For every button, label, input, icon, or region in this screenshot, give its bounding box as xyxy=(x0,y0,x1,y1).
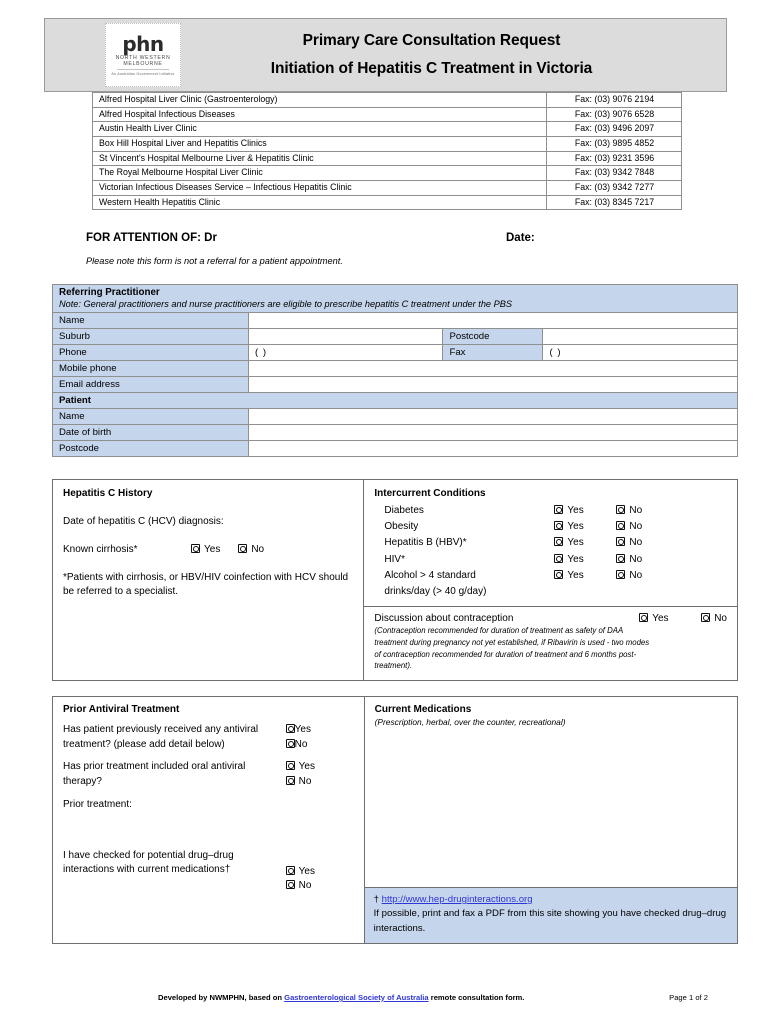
table-row xyxy=(93,122,682,137)
table-row xyxy=(93,181,682,196)
condition-no-option[interactable] xyxy=(616,568,676,584)
option-label: No xyxy=(298,880,312,891)
condition-yes-option[interactable] xyxy=(554,535,616,551)
input-practitioner-mobile[interactable] xyxy=(249,360,738,376)
header-title-group xyxy=(181,19,726,91)
input-patient-name[interactable] xyxy=(249,409,738,425)
drug-interaction-yes[interactable] xyxy=(286,865,354,880)
checkbox-icon[interactable] xyxy=(554,554,563,563)
condition-no-option[interactable] xyxy=(616,503,676,519)
fax-area-code-prefix: ( ) xyxy=(549,346,562,358)
prior-antiviral-q2: Has prior treatment included oral antiviral therapy? xyxy=(63,761,246,787)
intercurrent-conditions-title: Intercurrent Conditions xyxy=(374,488,486,499)
known-cirrhosis-row xyxy=(63,544,353,555)
prior-antiviral-q1-row xyxy=(63,723,354,752)
option-label: No xyxy=(294,738,308,750)
logo-tagline: An Australian Government Initiative xyxy=(111,71,175,76)
phn-logo xyxy=(105,23,181,87)
contraception-question-row xyxy=(374,613,727,624)
condition-no-option[interactable] xyxy=(616,519,676,535)
current-medications-title: Current Medications xyxy=(374,704,472,715)
page-number: Page 1 of 2 xyxy=(669,993,708,1002)
known-cirrhosis-label: Known cirrhosis* xyxy=(63,543,138,555)
logo-divider xyxy=(117,69,169,70)
table-row xyxy=(93,137,682,152)
option-label: Yes xyxy=(298,865,315,877)
clinic-fax: Fax: (03) 9342 7848 xyxy=(547,166,682,181)
contraception-no-option[interactable] xyxy=(701,613,727,624)
attention-label: FOR ATTENTION OF: Dr xyxy=(86,232,217,244)
footer-credit xyxy=(158,993,524,1002)
referring-practitioner-header-row xyxy=(53,285,738,313)
input-practitioner-phone[interactable] xyxy=(249,344,443,360)
footer-text-before: Developed by NWMPHN, based on xyxy=(158,993,285,1002)
option-label: Yes xyxy=(298,761,315,772)
checkbox-icon[interactable] xyxy=(554,570,563,579)
option-label: Yes xyxy=(204,543,221,555)
prior-antiviral-q2-no[interactable] xyxy=(286,775,354,790)
table-row xyxy=(93,166,682,181)
contraception-yes-option[interactable] xyxy=(639,613,701,624)
prior-antiviral-panel xyxy=(53,697,365,944)
page-title: Primary Care Consultation Request xyxy=(302,32,561,49)
table-row xyxy=(53,328,738,344)
contraception-question: Discussion about contraception xyxy=(374,613,514,625)
condition-yes-option[interactable] xyxy=(554,552,616,568)
option-label: Yes xyxy=(652,613,669,625)
clinic-name: Alfred Hospital Liver Clinic (Gastroenterology) xyxy=(93,93,547,108)
prior-antiviral-q3: I have checked for potential drug–drug interactions with current medications† xyxy=(63,849,234,875)
clinic-fax: Fax: (03) 9076 2194 xyxy=(547,93,682,108)
option-label: No xyxy=(251,543,265,555)
clinic-name: The Royal Melbourne Hospital Liver Clinic xyxy=(93,166,547,181)
table-row xyxy=(53,360,738,376)
clinic-fax: Fax: (03) 9076 6528 xyxy=(547,107,682,122)
hepatitis-history-panel xyxy=(53,480,364,681)
cirrhosis-yes-option[interactable] xyxy=(191,544,220,555)
input-practitioner-postcode[interactable] xyxy=(543,328,738,344)
clinic-fax-table xyxy=(92,92,682,210)
checkbox-icon[interactable] xyxy=(286,866,295,875)
clinic-name: Box Hill Hospital Liver and Hepatitis Clinics xyxy=(93,137,547,152)
hcv-diagnosis-date-label: Date of hepatitis C (HCV) diagnosis: xyxy=(63,516,224,527)
hep-druginteractions-link[interactable]: http://www.hep-druginteractions.org xyxy=(381,894,533,905)
drug-interaction-link-note: If possible, print and fax a PDF from this site showing you have checked drug–drug interactions. xyxy=(373,908,727,934)
checkbox-icon[interactable] xyxy=(639,613,648,622)
dagger-symbol: † xyxy=(373,894,379,905)
option-label: Yes xyxy=(567,521,584,533)
checkbox-icon[interactable] xyxy=(616,554,625,563)
table-row xyxy=(93,151,682,166)
label-practitioner-fax: Fax xyxy=(443,344,543,360)
table-row xyxy=(53,425,738,441)
checkbox-icon[interactable] xyxy=(616,570,625,579)
checkbox-icon[interactable] xyxy=(286,776,295,785)
clinic-name: Alfred Hospital Infectious Diseases xyxy=(93,107,547,122)
checkbox-icon[interactable] xyxy=(554,505,563,514)
checkbox-icon[interactable] xyxy=(554,521,563,530)
option-label: Yes xyxy=(294,724,311,735)
option-label: No xyxy=(629,505,643,516)
prior-antiviral-q3-row xyxy=(63,849,354,894)
current-medications-subtitle: (Prescription, herbal, over the counter, recreational) xyxy=(374,717,566,727)
intercurrent-conditions-panel xyxy=(364,480,738,607)
checkbox-icon[interactable] xyxy=(616,521,625,530)
prior-antiviral-q1-yes[interactable] xyxy=(286,723,354,738)
condition-yes-option[interactable] xyxy=(554,568,616,584)
referring-practitioner-title: Referring Practitioner xyxy=(59,287,160,298)
logo-brand-text: phn xyxy=(122,31,164,56)
option-label: Yes xyxy=(567,569,584,581)
condition-row xyxy=(374,568,727,584)
option-label: Yes xyxy=(567,553,584,565)
label-practitioner-postcode: Postcode xyxy=(443,328,543,344)
checkbox-icon[interactable] xyxy=(616,505,625,514)
patient-section-title: Patient xyxy=(53,393,738,409)
footer-text-after: remote consultation form. xyxy=(428,993,525,1002)
drug-interaction-link-box xyxy=(365,887,737,943)
patient-header-row xyxy=(53,393,738,409)
prior-antiviral-q2-row xyxy=(63,760,354,789)
attention-row xyxy=(86,232,706,244)
logo-region-line1: NORTH WESTERN xyxy=(115,54,171,61)
option-label: No xyxy=(629,569,643,581)
condition-label: Obesity xyxy=(384,521,419,533)
input-patient-dob[interactable] xyxy=(249,425,738,441)
condition-label: Hepatitis B (HBV)* xyxy=(384,537,467,549)
input-practitioner-name[interactable] xyxy=(249,312,738,328)
condition-row xyxy=(374,535,727,551)
table-row xyxy=(53,376,738,392)
logo-region-line2: MELBOURNE xyxy=(123,60,163,67)
table-row xyxy=(53,344,738,360)
referring-practitioner-note: Note: General practitioners and nurse practitioners are eligible to prescribe hepatitis C treatment under the PBS xyxy=(59,299,512,310)
condition-yes-option[interactable] xyxy=(554,519,616,535)
option-label: No xyxy=(629,521,643,533)
label-practitioner-phone: Phone xyxy=(53,344,249,360)
option-label: Yes xyxy=(567,537,584,549)
practitioner-patient-table xyxy=(52,284,738,457)
checkbox-icon[interactable] xyxy=(616,537,625,546)
checkbox-icon[interactable] xyxy=(701,613,710,622)
clinic-fax: Fax: (03) 9496 2097 xyxy=(547,122,682,137)
checkbox-icon[interactable] xyxy=(286,739,295,748)
condition-no-option[interactable] xyxy=(616,552,676,568)
condition-label: HIV* xyxy=(384,553,405,565)
clinic-name: Victorian Infectious Diseases Service – Infectious Hepatitis Clinic xyxy=(93,181,547,196)
prior-treatment-detail-label: Prior treatment: xyxy=(63,799,132,810)
prior-antiviral-title: Prior Antiviral Treatment xyxy=(63,704,180,715)
checkbox-icon[interactable] xyxy=(238,544,247,553)
label-practitioner-name: Name xyxy=(53,312,249,328)
date-label: Date: xyxy=(506,232,535,244)
condition-no-option[interactable] xyxy=(616,535,676,551)
condition-label: Alcohol > 4 standard xyxy=(384,569,476,581)
condition-row xyxy=(374,503,727,519)
checkbox-icon[interactable] xyxy=(286,880,295,889)
checkbox-icon[interactable] xyxy=(286,761,295,770)
contraception-panel xyxy=(364,607,738,681)
clinic-fax: Fax: (03) 8345 7217 xyxy=(547,195,682,210)
label-practitioner-email: Email address xyxy=(53,376,249,392)
table-row xyxy=(93,195,682,210)
option-label: No xyxy=(629,537,643,549)
input-practitioner-suburb[interactable] xyxy=(249,328,443,344)
drug-interaction-no[interactable] xyxy=(286,879,354,894)
option-label: No xyxy=(629,553,643,565)
clinic-name: Western Health Hepatitis Clinic xyxy=(93,195,547,210)
input-practitioner-fax[interactable] xyxy=(543,344,738,360)
condition-row xyxy=(374,519,727,535)
label-patient-dob: Date of birth xyxy=(53,425,249,441)
table-row xyxy=(53,441,738,457)
current-medications-panel xyxy=(364,697,737,944)
table-row xyxy=(53,312,738,328)
input-patient-postcode[interactable] xyxy=(249,441,738,457)
label-practitioner-mobile: Mobile phone xyxy=(53,360,249,376)
condition-label: Diabetes xyxy=(384,505,424,516)
label-patient-name: Name xyxy=(53,409,249,425)
prior-antiviral-q2-yes[interactable] xyxy=(286,760,354,775)
prior-antiviral-q1: Has patient previously received any antiviral treatment? (please add detail below) xyxy=(63,724,259,750)
clinic-name: Austin Health Liver Clinic xyxy=(93,122,547,137)
history-conditions-section xyxy=(52,479,738,681)
prior-antiviral-q1-no[interactable] xyxy=(286,738,354,753)
clinic-fax: Fax: (03) 9342 7277 xyxy=(547,181,682,196)
alcohol-continuation-label: drinks/day (> 40 g/day) xyxy=(384,585,487,597)
prior-treatment-detail-input[interactable] xyxy=(63,813,354,849)
cirrhosis-footnote: *Patients with cirrhosis, or HBV/HIV coinfection with HCV should be referred to a specialist. xyxy=(63,571,349,597)
clinic-name: St Vincent's Hospital Melbourne Liver & Hepatitis Clinic xyxy=(93,151,547,166)
table-row xyxy=(93,107,682,122)
condition-yes-option[interactable] xyxy=(554,503,616,519)
label-patient-postcode: Postcode xyxy=(53,441,249,457)
gesa-link[interactable]: Gastroenterological Society of Australia xyxy=(284,993,429,1002)
input-practitioner-email[interactable] xyxy=(249,376,738,392)
clinic-fax: Fax: (03) 9895 4852 xyxy=(547,137,682,152)
page-subtitle: Initiation of Hepatitis C Treatment in Victoria xyxy=(270,60,593,77)
hepatitis-history-title: Hepatitis C History xyxy=(63,488,153,499)
referring-practitioner-header xyxy=(53,285,738,313)
contraception-note: (Contraception recommended for duration of treatment as safety of DAA treatment during pregnancy not yet established, if Ribavirin is used - two modes of contraception recommended for duration of treatment and 6 months post-treatment). xyxy=(374,626,650,671)
condition-row xyxy=(374,552,727,568)
attention-note: Please note this form is not a referral for a patient appointment. xyxy=(86,256,343,266)
option-label: No xyxy=(298,775,312,787)
current-medications-input[interactable] xyxy=(375,729,727,887)
checkbox-icon[interactable] xyxy=(554,537,563,546)
table-row xyxy=(53,409,738,425)
phone-area-code-prefix: ( ) xyxy=(255,346,268,358)
document-header xyxy=(44,18,727,92)
checkbox-icon[interactable] xyxy=(191,544,200,553)
checkbox-icon[interactable] xyxy=(286,724,295,733)
option-label: No xyxy=(714,613,727,625)
option-label: Yes xyxy=(567,505,584,516)
cirrhosis-no-option[interactable] xyxy=(238,544,264,555)
table-row xyxy=(93,93,682,108)
clinic-fax: Fax: (03) 9231 3596 xyxy=(547,151,682,166)
label-practitioner-suburb: Suburb xyxy=(53,328,249,344)
prior-medications-section xyxy=(52,696,738,944)
